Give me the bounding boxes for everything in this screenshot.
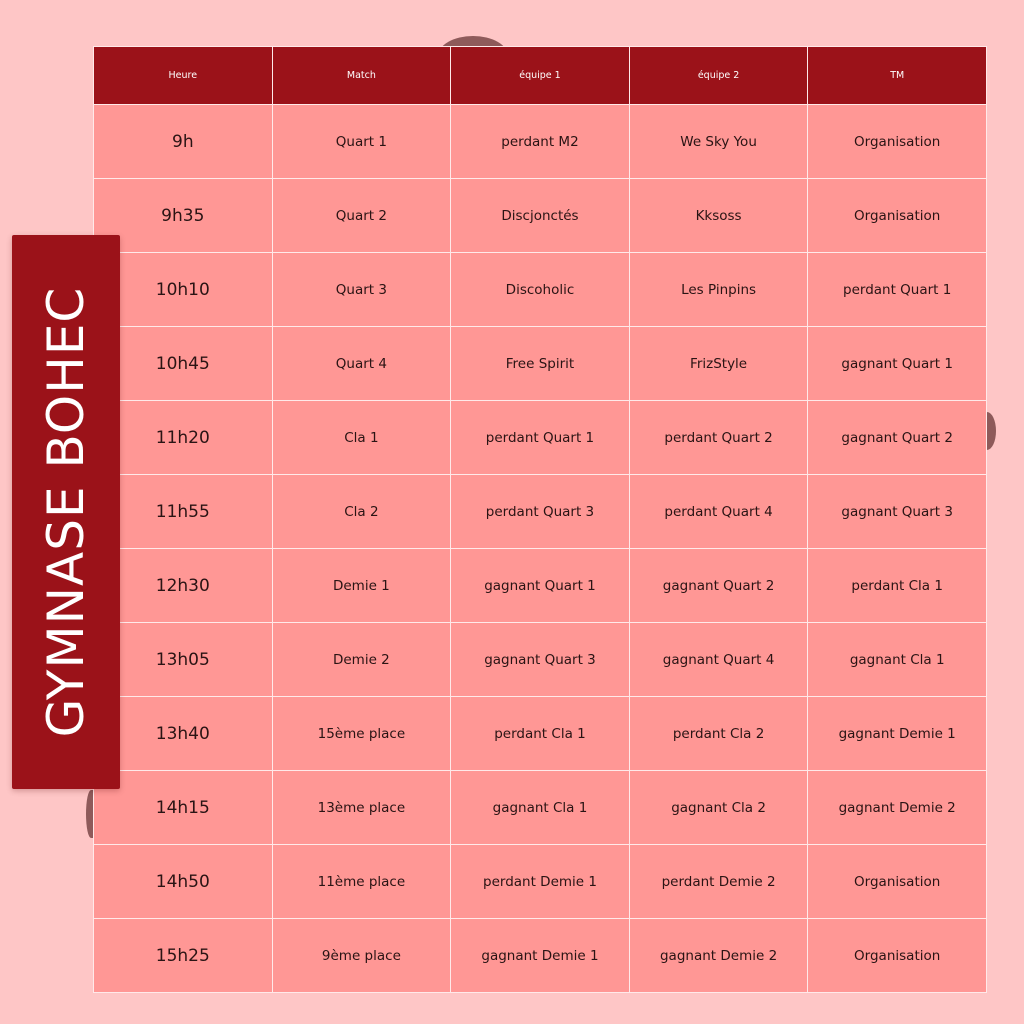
- team-1-cell: gagnant Quart 3: [451, 623, 630, 697]
- time-cell: 13h05: [94, 623, 273, 697]
- tm-cell: perdant Cla 1: [808, 549, 987, 623]
- tm-cell: Organisation: [808, 179, 987, 253]
- time-cell: 11h20: [94, 401, 273, 475]
- match-cell: Cla 1: [272, 401, 451, 475]
- tm-cell: gagnant Demie 1: [808, 697, 987, 771]
- header-row: [94, 47, 987, 105]
- time-cell: 15h25: [94, 919, 273, 993]
- team-2-cell: perdant Quart 2: [629, 401, 808, 475]
- gym-name-text: GYMNASE BOHEC: [37, 286, 95, 738]
- team-1-cell: gagnant Quart 1: [451, 549, 630, 623]
- time-cell: 14h15: [94, 771, 273, 845]
- time-cell: 9h35: [94, 179, 273, 253]
- header-match: Match: [272, 47, 451, 105]
- tm-cell: gagnant Demie 2: [808, 771, 987, 845]
- team-2-cell: gagnant Cla 2: [629, 771, 808, 845]
- match-cell: Demie 1: [272, 549, 451, 623]
- team-2-cell: Kksoss: [629, 179, 808, 253]
- table-row: [94, 845, 987, 919]
- team-1-cell: gagnant Cla 1: [451, 771, 630, 845]
- time-cell: 11h55: [94, 475, 273, 549]
- table-row: [94, 179, 987, 253]
- tm-cell: gagnant Quart 3: [808, 475, 987, 549]
- time-cell: 10h10: [94, 253, 273, 327]
- match-cell: Cla 2: [272, 475, 451, 549]
- tm-cell: gagnant Quart 1: [808, 327, 987, 401]
- tm-cell: gagnant Quart 2: [808, 401, 987, 475]
- match-cell: Quart 4: [272, 327, 451, 401]
- time-cell: 14h50: [94, 845, 273, 919]
- team-1-cell: perdant Demie 1: [451, 845, 630, 919]
- table-row: [94, 697, 987, 771]
- header-heure: Heure: [94, 47, 273, 105]
- table-row: [94, 919, 987, 993]
- team-2-cell: We Sky You: [629, 105, 808, 179]
- team-2-cell: gagnant Quart 2: [629, 549, 808, 623]
- schedule-header: [94, 47, 987, 105]
- table-row: [94, 475, 987, 549]
- tm-cell: Organisation: [808, 105, 987, 179]
- time-cell: 12h30: [94, 549, 273, 623]
- tm-cell: gagnant Cla 1: [808, 623, 987, 697]
- match-cell: Demie 2: [272, 623, 451, 697]
- table-row: [94, 623, 987, 697]
- time-cell: 10h45: [94, 327, 273, 401]
- match-cell: 9ème place: [272, 919, 451, 993]
- match-cell: Quart 1: [272, 105, 451, 179]
- schedule-body: [94, 105, 987, 993]
- team-1-cell: perdant M2: [451, 105, 630, 179]
- table-row: [94, 253, 987, 327]
- header-equipe-1: équipe 1: [451, 47, 630, 105]
- team-2-cell: perdant Demie 2: [629, 845, 808, 919]
- team-2-cell: Les Pinpins: [629, 253, 808, 327]
- team-2-cell: FrizStyle: [629, 327, 808, 401]
- table-row: [94, 401, 987, 475]
- team-1-cell: Discjonctés: [451, 179, 630, 253]
- table-row: [94, 771, 987, 845]
- gym-name-banner: [12, 235, 120, 789]
- table-row: [94, 105, 987, 179]
- team-2-cell: perdant Quart 4: [629, 475, 808, 549]
- match-cell: 13ème place: [272, 771, 451, 845]
- header-tm: TM: [808, 47, 987, 105]
- match-cell: 11ème place: [272, 845, 451, 919]
- table-row: [94, 327, 987, 401]
- match-cell: Quart 3: [272, 253, 451, 327]
- team-2-cell: gagnant Quart 4: [629, 623, 808, 697]
- team-2-cell: gagnant Demie 2: [629, 919, 808, 993]
- match-cell: 15ème place: [272, 697, 451, 771]
- team-1-cell: gagnant Demie 1: [451, 919, 630, 993]
- tm-cell: Organisation: [808, 919, 987, 993]
- team-1-cell: Discoholic: [451, 253, 630, 327]
- team-1-cell: perdant Cla 1: [451, 697, 630, 771]
- match-cell: Quart 2: [272, 179, 451, 253]
- time-cell: 13h40: [94, 697, 273, 771]
- tm-cell: Organisation: [808, 845, 987, 919]
- schedule-table: [93, 46, 987, 993]
- table-row: [94, 549, 987, 623]
- team-1-cell: Free Spirit: [451, 327, 630, 401]
- header-equipe-2: équipe 2: [629, 47, 808, 105]
- team-1-cell: perdant Quart 1: [451, 401, 630, 475]
- time-cell: 9h: [94, 105, 273, 179]
- team-1-cell: perdant Quart 3: [451, 475, 630, 549]
- team-2-cell: perdant Cla 2: [629, 697, 808, 771]
- tm-cell: perdant Quart 1: [808, 253, 987, 327]
